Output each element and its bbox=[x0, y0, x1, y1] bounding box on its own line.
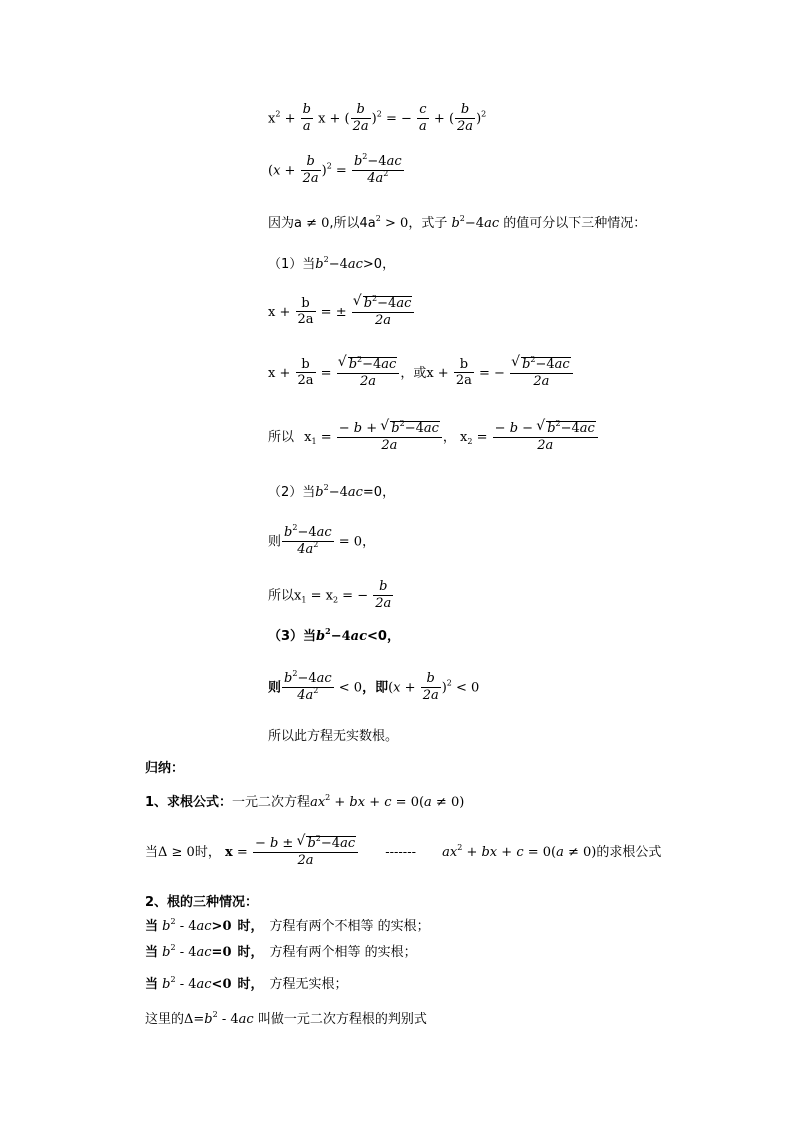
case2-cond: =0， bbox=[362, 485, 396, 500]
summary-item1: 1、求根公式：一元二次方程$ax^2$ + bx + c = 0(a ≠ 0) bbox=[145, 793, 465, 810]
then3-text: 则 bbox=[268, 680, 282, 696]
case2-equation: 则 $\frac{b^2-4ac}{4a^2}$ = 0， bbox=[268, 523, 376, 557]
disc-prefix: 这里的 bbox=[145, 1012, 185, 1027]
disc-tail: 叫做一元二次方程根的判别式 bbox=[257, 1012, 427, 1027]
case-b-prefix: 当 bbox=[145, 945, 159, 960]
because-text-2: ,所以4a bbox=[329, 216, 376, 231]
case-b-cond: =0 bbox=[211, 945, 232, 960]
case1-roots-split: x + $\frac{b}{2a}$ = √ $\frac{b^2-4ac}{2a}$ ，或x + $\frac{b}{2a}$ = − √ $\frac{b^2-4ac}{2a}$ bbox=[268, 357, 574, 390]
case1-roots: 所以 $x_1$ = $\frac{- b + √ b^2-4ac}{2a}$ ， $x_2$ = $\frac{- b - √ b^2-4ac}{2a}$ bbox=[268, 421, 599, 454]
item1-text: 一元二次方程 bbox=[232, 795, 311, 810]
case-c-cond: <0 bbox=[211, 977, 232, 992]
case-c-when: 时， bbox=[237, 977, 264, 992]
case2-label: （2）当 bbox=[268, 485, 316, 500]
ie-text: ，即 bbox=[362, 680, 389, 696]
dashes: ------- bbox=[385, 845, 416, 861]
case-c-line: 当 $b^2 - 4ac<0$ 时， 方程无实根； bbox=[145, 975, 348, 992]
case-b-line: 当 $b^2 - 4ac=0$ 时， 方程有两个相等 的实根； bbox=[145, 943, 417, 960]
summary-heading: 归纳： bbox=[145, 761, 185, 776]
case-b-when: 时， bbox=[237, 945, 264, 960]
discriminant-line: 这里的$\Delta=b^2 - 4ac$ 叫做一元二次方程根的判别式 bbox=[145, 1010, 427, 1027]
case1-cond: >0， bbox=[362, 257, 396, 272]
case3-cond: <0， bbox=[367, 629, 400, 644]
or-text: ，或 bbox=[400, 366, 427, 382]
case-b-tail: 的实根； bbox=[364, 945, 417, 960]
case1-label: （1）当 bbox=[268, 257, 316, 272]
no-real-roots-text: 所以此方程无实数根。 bbox=[268, 729, 399, 744]
case-a-text: 方程有两个不相等 bbox=[269, 919, 374, 934]
case-b-text: 方程有两个相等 bbox=[269, 945, 361, 960]
case3-equation: 则 $\frac{b^2-4ac}{4a^2}$ < 0，即(x + $\frac{b}{2a}$ )$^2$ < 0 bbox=[268, 669, 480, 703]
formula-suffix: 的求根公式 bbox=[596, 845, 662, 861]
case3-label: （3）当 bbox=[268, 629, 317, 644]
case1-equation: x + $\frac{b}{2a}$ = ± √ $\frac{b^2-4ac}{2a}$ bbox=[268, 296, 415, 329]
then-text: 则 bbox=[268, 534, 282, 550]
equation-square-form: (x + $\frac{b}{2a}$ )$^2$ = $\frac{b^2-4ac}{4a^2}$ bbox=[268, 152, 402, 186]
case2-heading: （2）当$b^2-4ac=0$， bbox=[268, 483, 396, 500]
root-formula-line: 当Δ ≥ 0时， x = $\frac{- b \pm √ b^2-4ac}{2a}$ ------- $ax^2$ + bx + c = 0(a ≠ 0)的求根公式 bbox=[145, 836, 661, 869]
when-delta-tail: 时， bbox=[194, 845, 221, 861]
item1-label: 1、求根公式： bbox=[145, 795, 233, 810]
so-text: 所以 bbox=[268, 430, 295, 446]
case-c-text: 方程无实根； bbox=[269, 977, 348, 992]
case-a-when: 时， bbox=[237, 919, 264, 934]
case-a-line: 当 $b^2 - 4ac>0$ 时， 方程有两个不相等 的实根； bbox=[145, 917, 430, 934]
because-text-3: ，式子 bbox=[408, 216, 448, 231]
case-a-cond: >0 bbox=[211, 919, 232, 934]
case2-roots: 所以$x_1 = x_2$ = − $\frac{b}{2a}$ bbox=[268, 579, 392, 611]
case-c-prefix: 当 bbox=[145, 977, 159, 992]
item2-label: 2、根的三种情况： bbox=[145, 895, 259, 910]
because-line: 因为a ≠ 0,所以$4a^2 > 0$，式子 $b^2-4ac$ 的值可分以下三种情况： bbox=[268, 214, 647, 231]
because-text-1: 因为a bbox=[268, 216, 302, 231]
because-text-4: 的值可分以下三种情况： bbox=[503, 216, 647, 231]
equation-completing-square: $x^2$ + $\frac{b}{a}$ x + ( $\frac{b}{2a}$ )$^2$ = − $\frac{c}{a}$ + ( $\frac{b}{2a}$ )$^2$ bbox=[268, 102, 487, 134]
case-a-tail: 的实根； bbox=[377, 919, 430, 934]
case3-heading: （3）当$b^2-4ac<0$， bbox=[268, 626, 400, 644]
when-delta-text: 当 bbox=[145, 845, 159, 861]
so-x1-text: 所以 bbox=[268, 588, 295, 604]
case-a-prefix: 当 bbox=[145, 919, 159, 934]
case1-heading: （1）当$b^2-4ac>0$， bbox=[268, 255, 396, 272]
